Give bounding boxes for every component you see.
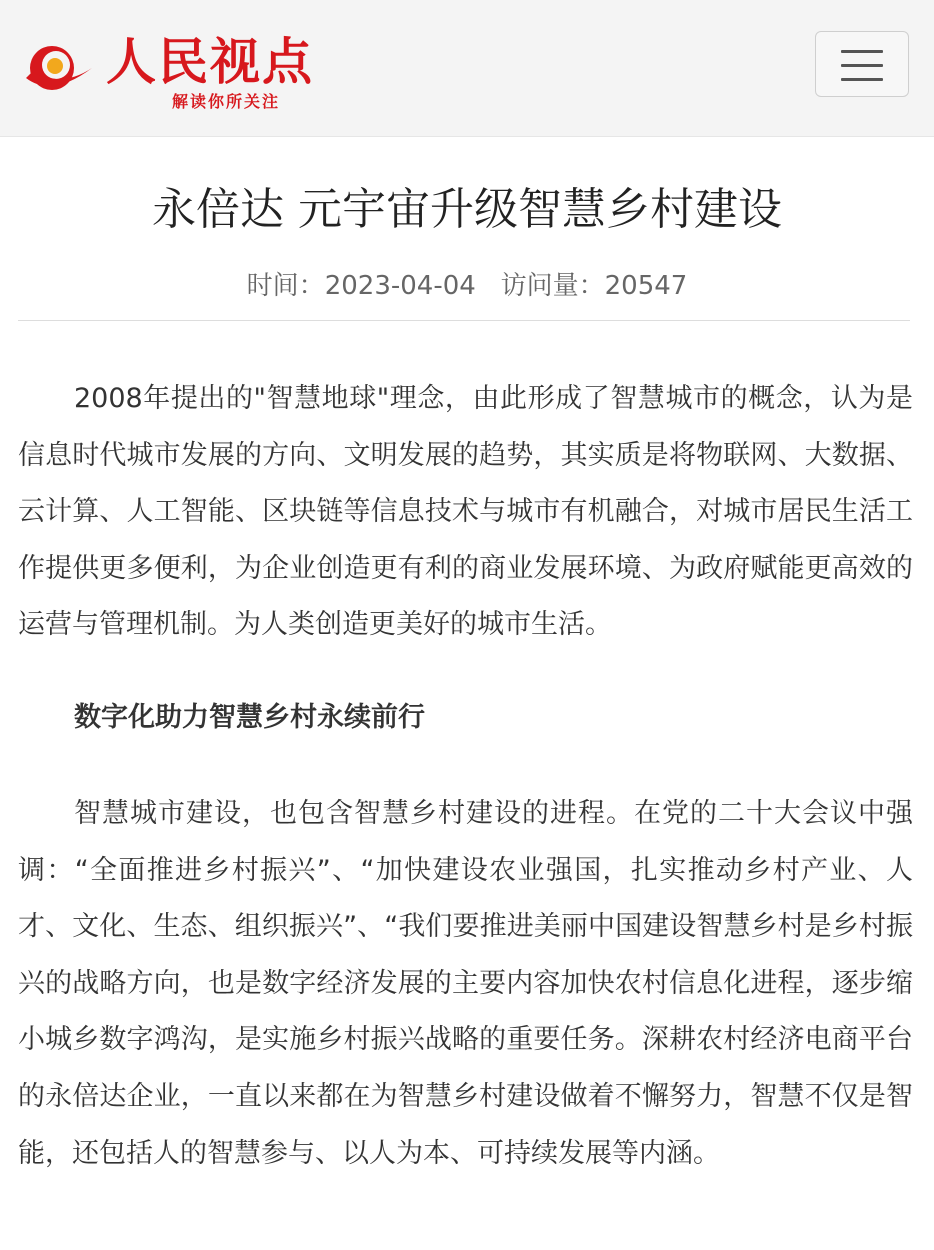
site-header bbox=[0, 0, 934, 137]
article-title: 永倍达 元宇宙升级智慧乡村建设 bbox=[152, 184, 782, 235]
hamburger-menu-icon-bar bbox=[841, 64, 883, 67]
site-logo[interactable] bbox=[22, 32, 332, 114]
view-count: 20547 bbox=[604, 271, 688, 301]
menu-button[interactable] bbox=[815, 31, 909, 97]
article-paragraph-2: 智慧城市建设，也包含智慧乡村建设的进程。在党的二十大会议中强调：“全面推进乡村振兴”、“加快建设农业强国，扎实推动乡村产业、人才、文化、生态、组织振兴”、“我们要推进美丽中国建设智慧乡村是乡村振兴的战略方向，也是数字经济发展的主要内容加快农村信息化进程，逐步缩小城乡数字鸿沟，是实施乡村振兴战略的重要任务。深耕农村经济电商平台的永倍达企业，一直以来都在为智慧乡村建设做着不懈努力，智慧不仅是智能，还包括人的智慧参与、以人为本、可持续发展等内涵。 bbox=[18, 798, 913, 1169]
article-paragraph-1: 2008年提出的"智慧地球"理念，由此形成了智慧城市的概念，认为是信息时代城市发展的方向、文明发展的趋势，其实质是将物联网、大数据、云计算、人工智能、区块链等信息技术与城市有机融合，对城市居民生活工作提供更多便利，为企业创造更有利的商业发展环境、为政府赋能更高效的运营与管理机制。为人类创造更美好的城市生活。 bbox=[18, 383, 913, 641]
hamburger-menu-icon-bar bbox=[841, 78, 883, 81]
hamburger-menu-icon bbox=[841, 50, 883, 53]
logo-title: 人民视点 bbox=[106, 33, 314, 91]
views-label: 访问量： bbox=[500, 271, 605, 301]
article-subheading: 数字化助力智慧乡村永续前行 bbox=[74, 702, 425, 733]
date-label: 时间： bbox=[246, 271, 325, 301]
article-meta bbox=[0, 268, 934, 304]
sun-swirl-logo-icon bbox=[22, 38, 102, 96]
title-divider bbox=[18, 320, 910, 321]
publish-date: 2023-04-04 bbox=[324, 271, 476, 301]
logo-slogan: 解读你所关注 bbox=[172, 92, 281, 111]
